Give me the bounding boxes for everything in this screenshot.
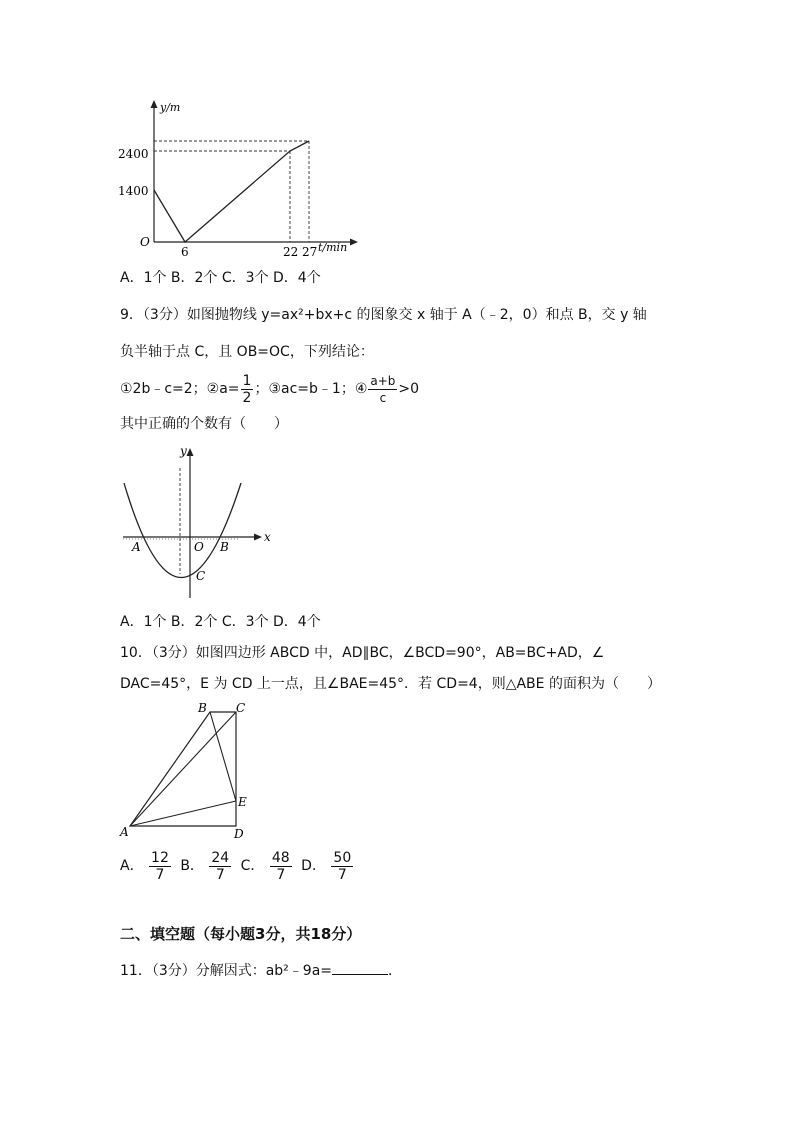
point-e-label: E xyxy=(238,795,247,809)
y-axis-label: y/m xyxy=(160,101,181,114)
fraction-denominator: 7 xyxy=(337,866,347,883)
fraction-numerator: 50 xyxy=(333,849,352,866)
q9-conclusion-3: >0 xyxy=(398,381,420,397)
graph-line xyxy=(154,141,309,242)
q10-option-d-label: D． xyxy=(301,858,326,874)
y-label: y xyxy=(180,444,187,458)
q10-option-a-label: A． xyxy=(120,858,144,874)
x-axis-arrow xyxy=(254,534,262,541)
y-tick-1400: 1400 xyxy=(118,184,149,198)
q9-line1: 9．（3分）如图抛物线 y=ax²+bx+c 的图象交 x 轴于 A（﹣2，0）和点 B，交 y 轴 xyxy=(120,307,647,323)
x-axis-label: t/min xyxy=(318,241,348,254)
q10-option-c-label: C． xyxy=(240,858,265,874)
parabola-figure xyxy=(118,440,288,600)
q9-conclusion-2: ；③ac=b﹣1；④ xyxy=(254,381,368,397)
q10-option-b-fraction xyxy=(209,850,231,883)
quadrilateral-figure xyxy=(116,698,256,840)
q10-option-c-fraction xyxy=(270,850,292,883)
q8-options: A．1个 B．2个 C．3个 D．4个 xyxy=(120,270,321,286)
fraction-one-half xyxy=(241,373,254,406)
fraction-numerator: 48 xyxy=(271,849,290,866)
y-axis-arrow xyxy=(187,448,194,456)
distance-time-graph xyxy=(112,96,372,260)
segment-ac xyxy=(130,712,236,826)
origin-label: O xyxy=(140,235,150,249)
point-o-label: O xyxy=(194,540,204,554)
q9-line2: 负半轴于点 C，且 OB=OC，下列结论： xyxy=(120,344,374,360)
q9-line4: 其中正确的个数有（ ） xyxy=(120,416,288,432)
fraction-denominator: 2 xyxy=(242,389,252,406)
point-d-label: D xyxy=(234,827,244,840)
fraction-numerator: 24 xyxy=(211,849,230,866)
q10-option-b-label: B． xyxy=(180,858,204,874)
point-c-label: C xyxy=(236,701,246,715)
y-tick-2400: 2400 xyxy=(118,147,149,161)
point-a-label: A xyxy=(132,540,141,554)
q9-conclusion-1: ①2b﹣c=2；②a= xyxy=(120,381,240,397)
point-c-label: C xyxy=(196,569,206,583)
section-heading: 二、填空题（每小题3分，共18分） xyxy=(120,925,362,943)
q10-line2: DAC=45°，E 为 CD 上一点，且∠BAE=45°．若 CD=4，则△ABE 的面积为（ ） xyxy=(120,676,661,692)
point-a-label: A xyxy=(120,825,129,839)
q11-text: 11．（3分）分解因式：ab²﹣9a= xyxy=(120,963,333,979)
q10-options xyxy=(120,846,354,886)
fraction-denominator: 7 xyxy=(155,866,165,883)
fraction-denominator: 7 xyxy=(215,866,225,883)
q11-end: ． xyxy=(388,963,403,979)
fraction-denominator: c xyxy=(379,390,387,405)
x-tick-27: 27 xyxy=(302,245,318,259)
x-tick-22: 22 xyxy=(283,245,299,259)
q9-conclusions xyxy=(120,372,419,406)
y-axis-arrow xyxy=(151,100,158,108)
x-label: x xyxy=(264,530,271,544)
fraction-a-plus-b-over-c xyxy=(368,373,397,406)
answer-blank xyxy=(332,960,388,975)
x-axis-arrow xyxy=(350,239,358,246)
fraction-numerator: 1 xyxy=(242,372,252,389)
point-b-label: B xyxy=(198,701,207,715)
q10-option-a-fraction xyxy=(149,850,171,883)
q10-line1: 10．（3分）如图四边形 ABCD 中，AD∥BC，∠BCD=90°，AB=BC+AD，∠ xyxy=(120,645,605,661)
fraction-denominator: 7 xyxy=(276,866,286,883)
fraction-numerator: 12 xyxy=(151,849,169,866)
q11 xyxy=(120,960,402,981)
point-b-label: B xyxy=(220,540,229,554)
x-tick-6: 6 xyxy=(181,245,189,259)
q9-options: A．1个 B．2个 C．3个 D．4个 xyxy=(120,614,321,630)
parabola-curve xyxy=(124,483,241,578)
q10-option-d-fraction xyxy=(331,850,353,883)
fraction-numerator: a+b xyxy=(370,373,396,388)
segment-ae xyxy=(130,801,236,826)
